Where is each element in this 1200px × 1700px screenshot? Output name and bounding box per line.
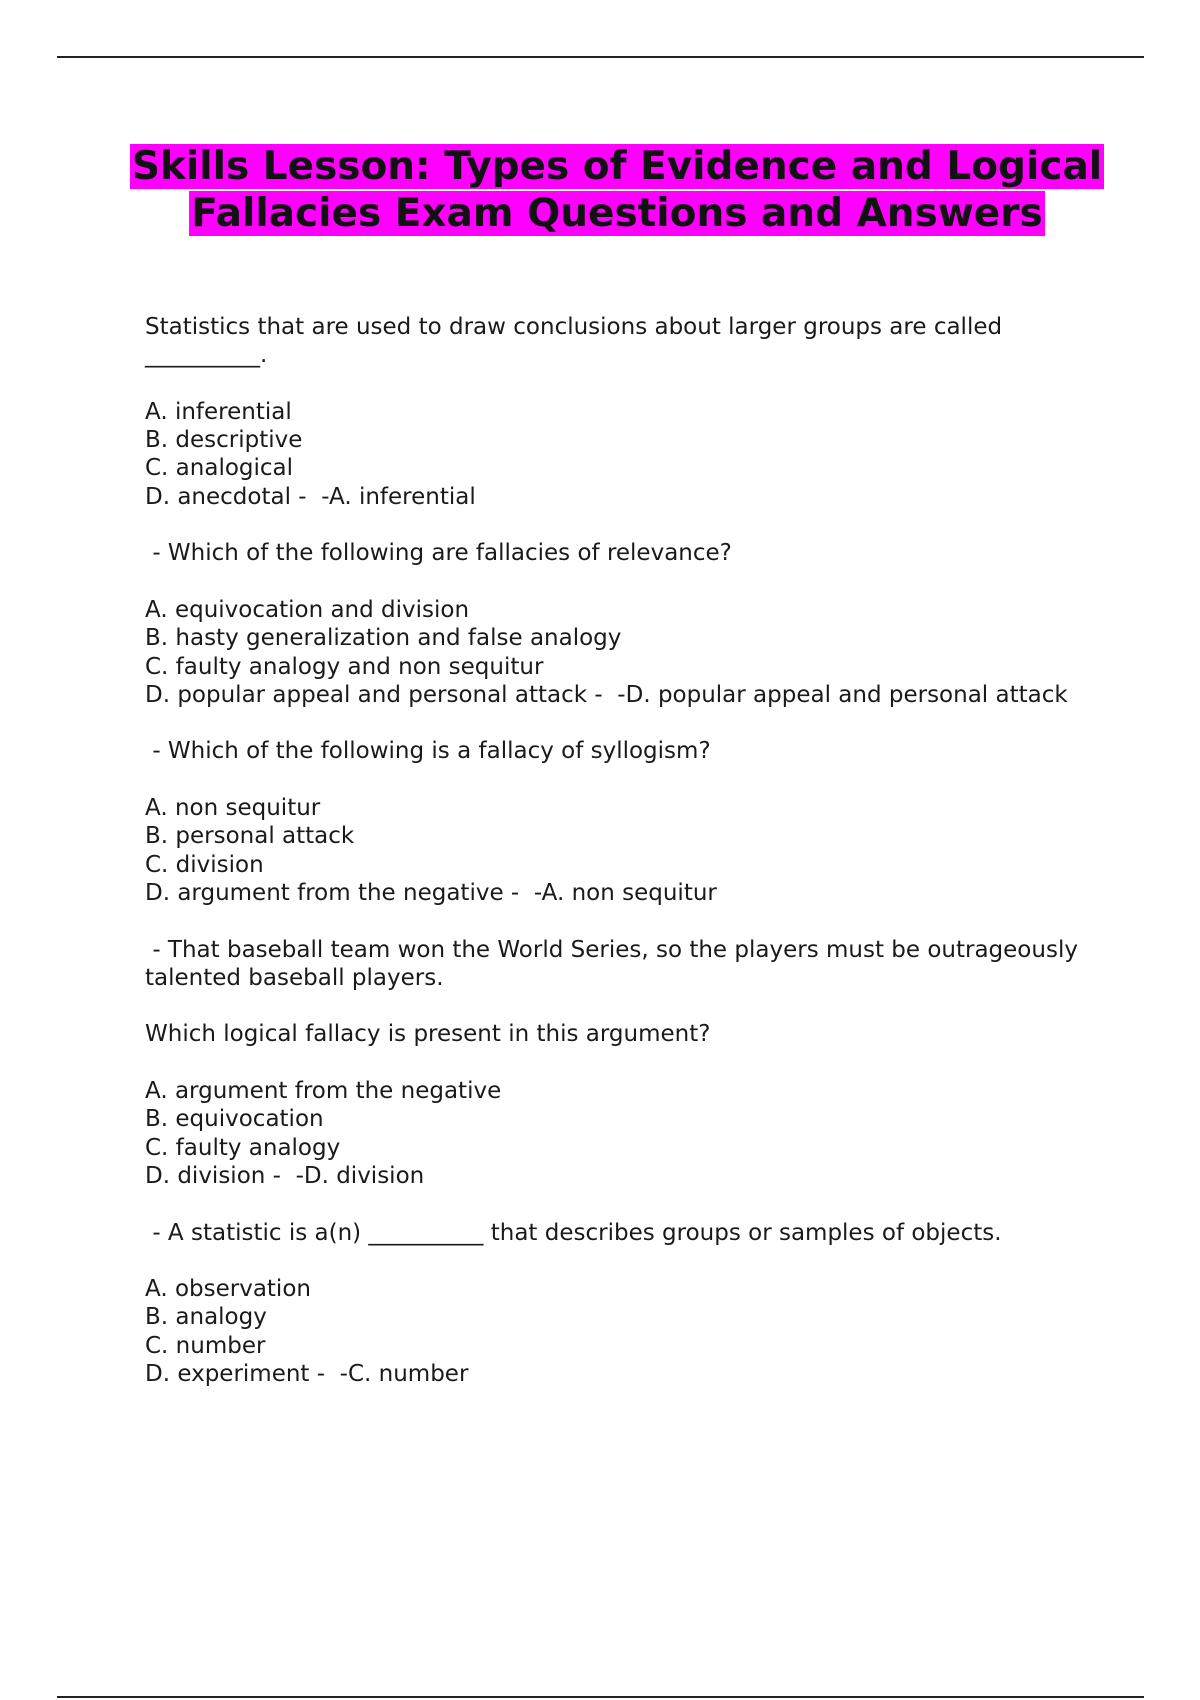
option: A. inferential bbox=[145, 398, 292, 425]
question-4-stem: - That baseball team won the World Series, so the players must be outrageously talented baseball players. bbox=[145, 936, 1086, 991]
question-1-options bbox=[145, 398, 1095, 511]
top-rule bbox=[57, 56, 1144, 58]
option: C. number bbox=[145, 1332, 266, 1359]
question-4-options bbox=[145, 1077, 1095, 1190]
question-4-prompt: Which logical fallacy is present in this argument? bbox=[145, 1021, 711, 1048]
option: A. non sequitur bbox=[145, 795, 321, 822]
question-1-stem: Statistics that are used to draw conclusions about larger groups are called __________. bbox=[145, 314, 1010, 369]
question-3-options bbox=[145, 794, 1095, 907]
question-5-options bbox=[145, 1275, 1095, 1388]
option-answer: D. popular appeal and personal attack - -D. popular appeal and personal attack bbox=[145, 681, 1068, 708]
option-answer: D. argument from the negative - -A. non sequitur bbox=[145, 879, 717, 906]
option-answer: D. experiment - -C. number bbox=[145, 1360, 469, 1387]
option: A. equivocation and division bbox=[145, 596, 470, 623]
option: B. descriptive bbox=[145, 427, 303, 454]
option: C. faulty analogy and non sequitur bbox=[145, 653, 544, 680]
question-2-options bbox=[145, 596, 1095, 709]
option: C. faulty analogy bbox=[145, 1134, 341, 1161]
question-list bbox=[145, 313, 1095, 1417]
document-title bbox=[120, 143, 1114, 237]
question-3-stem: - Which of the following is a fallacy of syllogism? bbox=[145, 738, 711, 765]
option: C. analogical bbox=[145, 455, 294, 482]
option: A. argument from the negative bbox=[145, 1078, 502, 1105]
question-5-stem: - A statistic is a(n) __________ that describes groups or samples of objects. bbox=[145, 1219, 1002, 1246]
option-answer: D. anecdotal - -A. inferential bbox=[145, 483, 476, 510]
option: A. observation bbox=[145, 1276, 311, 1303]
question-2-stem: - Which of the following are fallacies of relevance? bbox=[145, 540, 732, 567]
option-answer: D. division - -D. division bbox=[145, 1162, 425, 1189]
bottom-rule bbox=[57, 1696, 1144, 1698]
option: B. analogy bbox=[145, 1304, 267, 1331]
option: B. hasty generalization and false analogy bbox=[145, 625, 622, 652]
title-highlight: Skills Lesson: Types of Evidence and Logical Fallacies Exam Questions and Answers bbox=[131, 144, 1103, 236]
option: B. equivocation bbox=[145, 1106, 324, 1133]
option: B. personal attack bbox=[145, 823, 355, 850]
option: C. division bbox=[145, 851, 264, 878]
